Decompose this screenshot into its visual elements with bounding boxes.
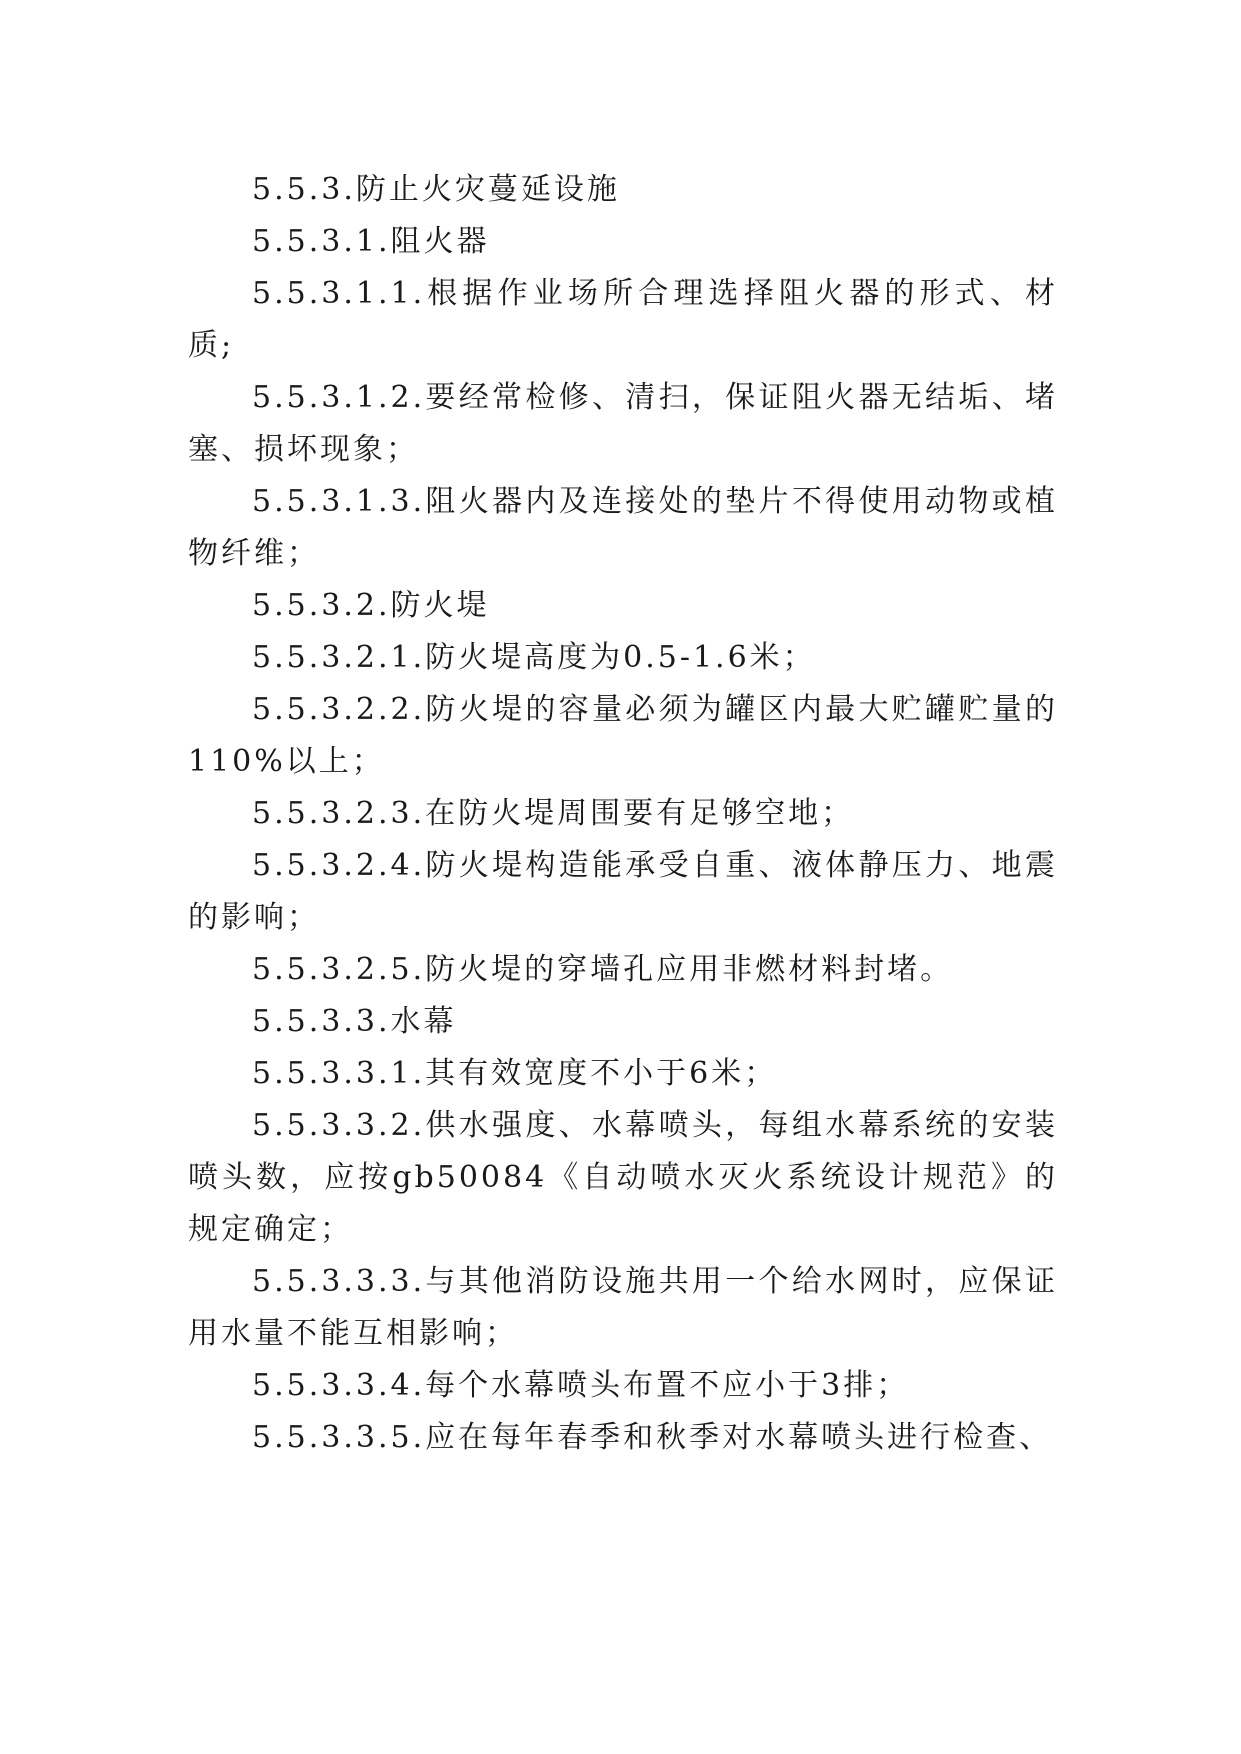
clause-paragraph: 5.5.3.3.1.其有效宽度不小于6米； (252, 1056, 778, 1091)
clause-paragraph: 5.5.3.2.2.防火堤的容量必须为罐区内最大贮罐贮量的110%以上； (188, 692, 1058, 779)
document-body (188, 164, 1058, 1464)
subsection-heading: 5.5.3.2.防火堤 (252, 588, 490, 623)
section-heading: 5.5.3.防止火灾蔓延设施 (252, 172, 620, 207)
subsection-heading: 5.5.3.1.阻火器 (252, 224, 490, 259)
clause-paragraph: 5.5.3.2.3.在防火堤周围要有足够空地； (252, 796, 855, 831)
clause-paragraph: 5.5.3.3.3.与其他消防设施共用一个给水网时，应保证用水量不能互相影响； (188, 1264, 1058, 1351)
clause-paragraph: 5.5.3.1.2.要经常检修、清扫，保证阻火器无结垢、堵塞、损坏现象； (188, 380, 1058, 467)
subsection-heading: 5.5.3.3.水幕 (252, 1004, 457, 1039)
clause-paragraph: 5.5.3.2.1.防火堤高度为0.5-1.6米； (252, 640, 816, 675)
clause-paragraph: 5.5.3.1.1.根据作业场所合理选择阻火器的形式、材质; (188, 276, 1058, 363)
clause-paragraph: 5.5.3.1.3.阻火器内及连接处的垫片不得使用动物或植物纤维； (188, 484, 1058, 571)
clause-paragraph: 5.5.3.3.2.供水强度、水幕喷头，每组水幕系统的安装喷头数，应按gb50084《自动喷水灭火系统设计规范》的规定确定； (188, 1108, 1058, 1247)
clause-paragraph: 5.5.3.2.4.防火堤构造能承受自重、液体静压力、地震的影响； (188, 848, 1058, 935)
clause-paragraph: 5.5.3.3.4.每个水幕喷头布置不应小于3排； (252, 1368, 910, 1403)
clause-paragraph: 5.5.3.3.5.应在每年春季和秋季对水幕喷头进行检查、 (252, 1420, 1053, 1455)
clause-paragraph: 5.5.3.2.5.防火堤的穿墙孔应用非燃材料封堵。 (252, 952, 954, 987)
